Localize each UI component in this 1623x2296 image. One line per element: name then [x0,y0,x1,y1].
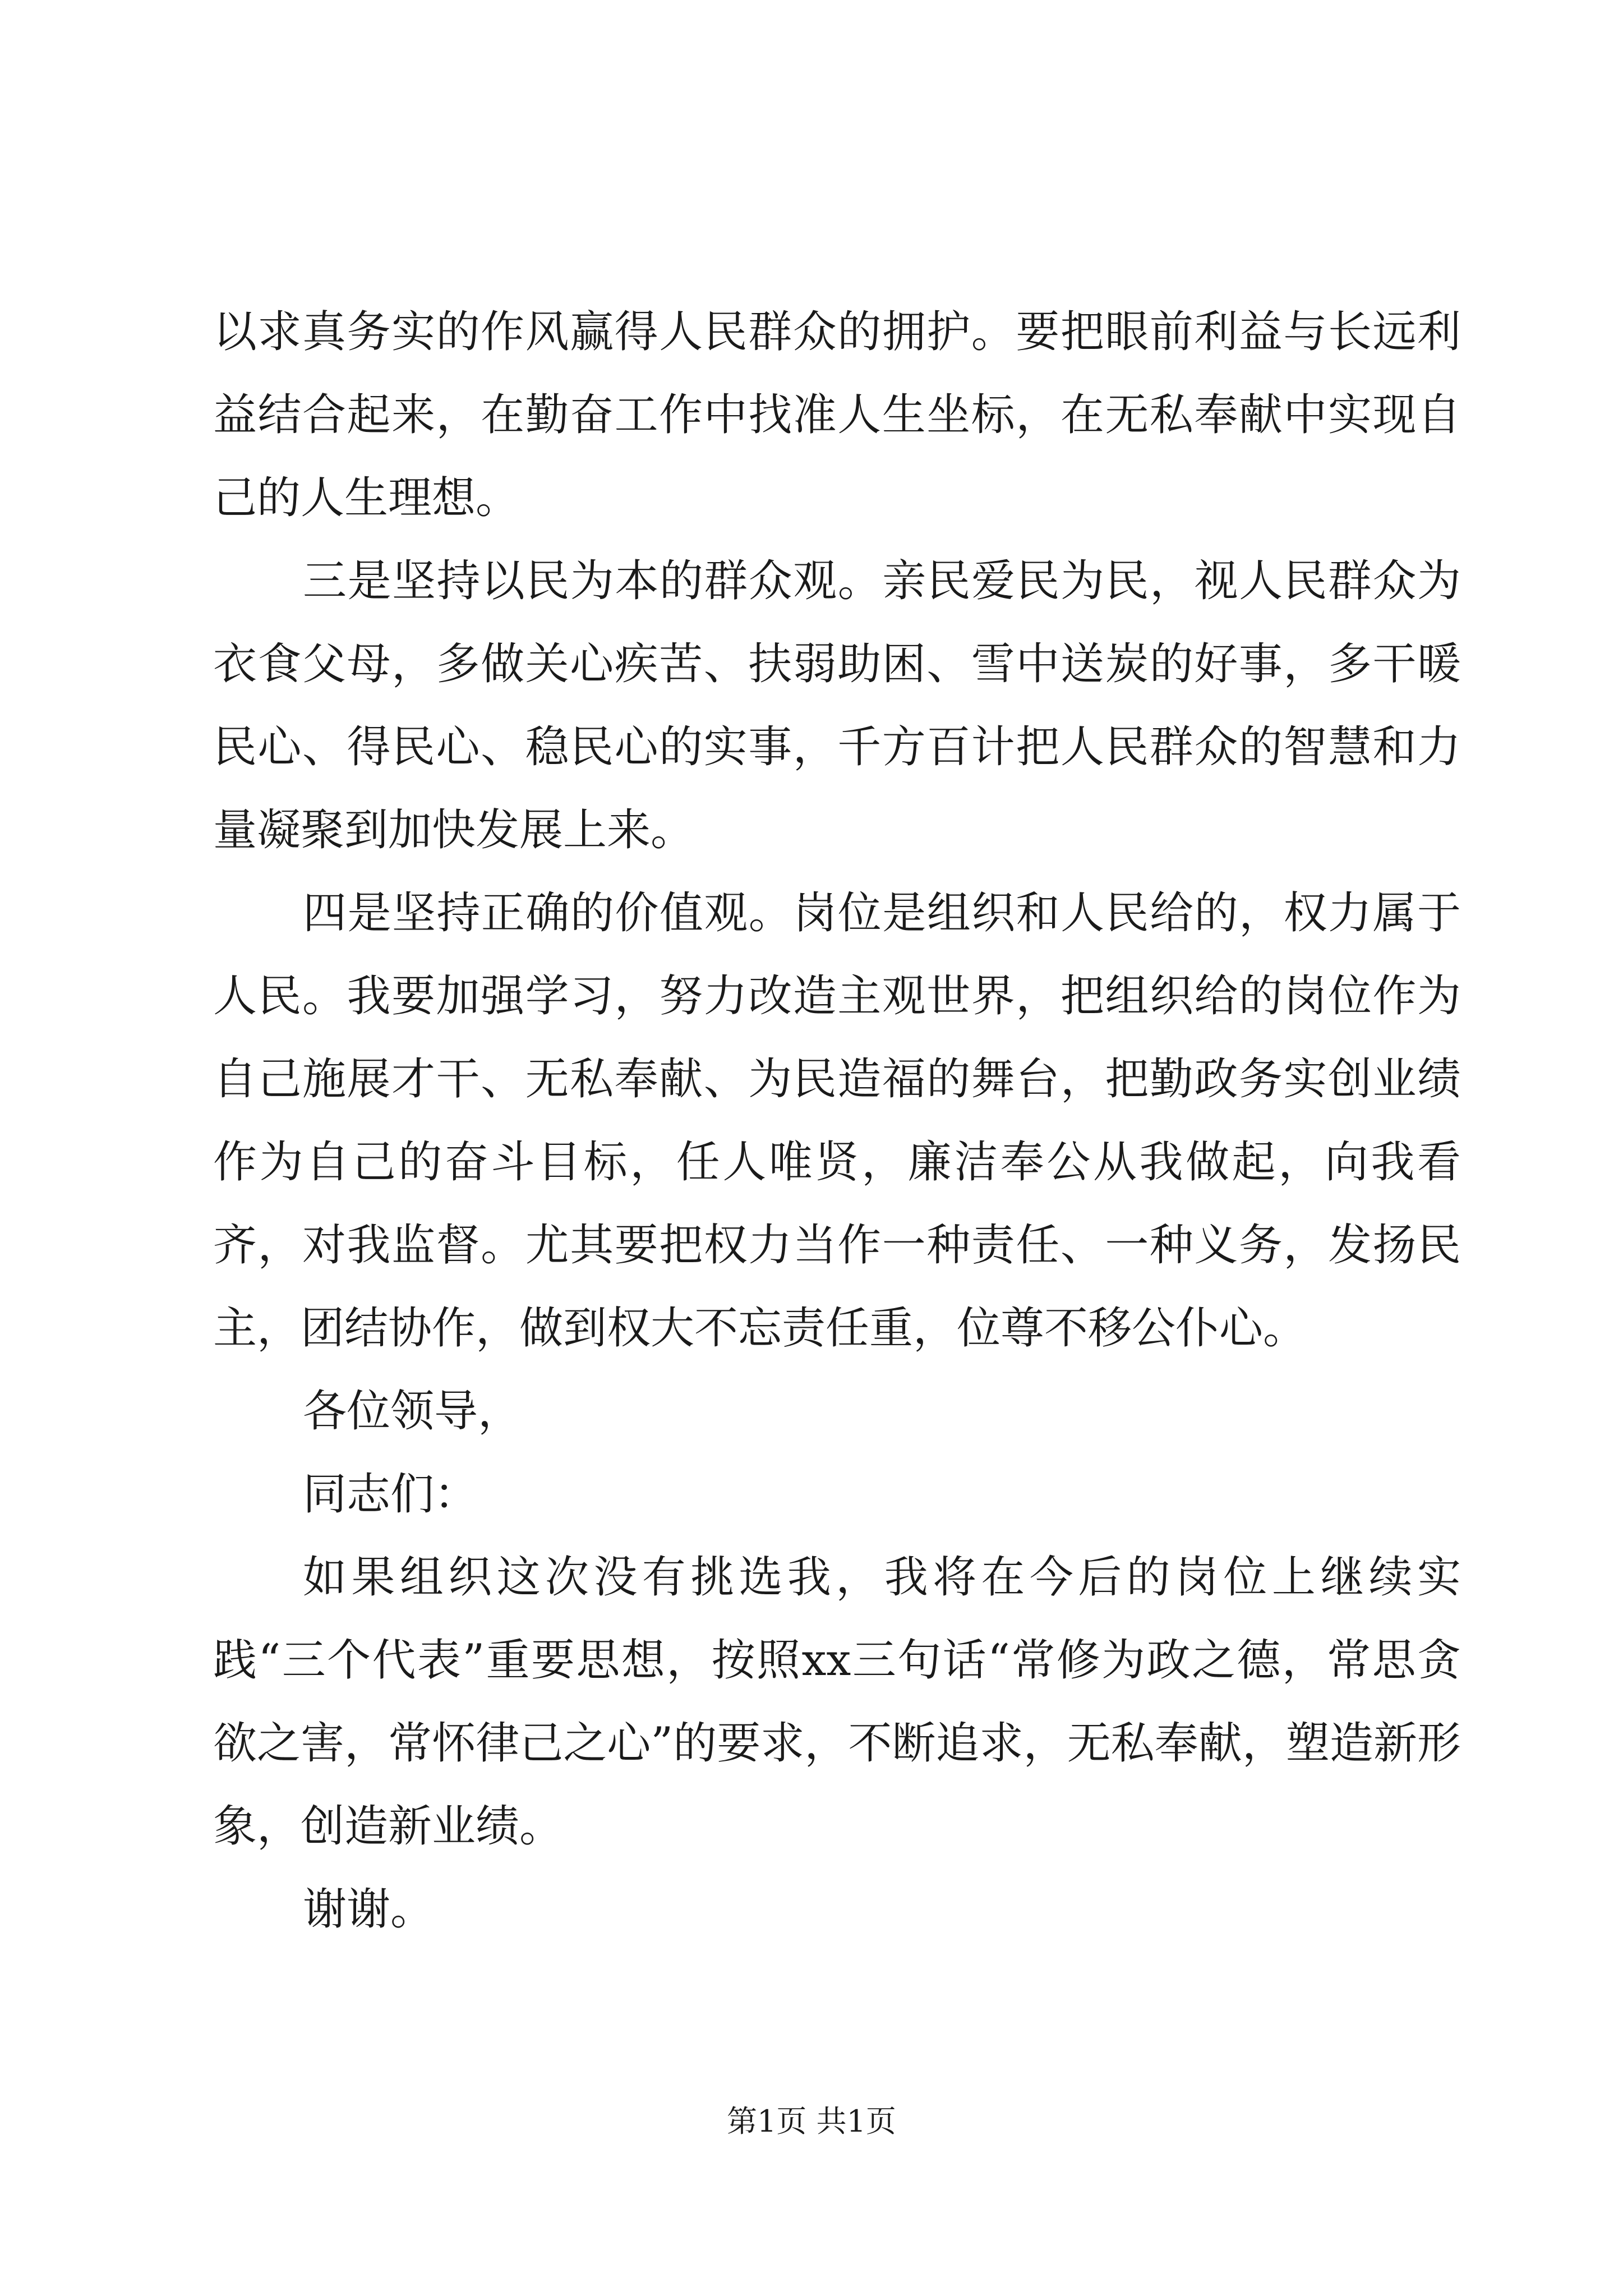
paragraph-value-viewpoint: 四是坚持正确的价值观。岗位是组织和人民给的，权力属于人民。我要加强学习，努力改造主观世界，把组织给的岗位作为自己施展才干、无私奉献、为民造福的舞台，把勤政务实创业绩作为自己的奋斗目标，任人唯贤，廉洁奉公从我做起，向我看齐，对我监督。尤其要把权力当作一种责任、一种义务，发扬民主，团结协作，做到权大不忘责任重，位尊不移公仆心。 [213,888,1461,1354]
paragraph-salutation-comrades: 同志们： [303,1469,478,1520]
paragraph-commitment: 如果组织这次没有挑选我，我将在今后的岗位上继续实践“三个代表”重要思想，按照xx三句话“常修为政之德，常思贪欲之害，常怀律己之心”的要求，不断追求，无私奉献，塑造新形象，创造新业绩。 [213,1552,1461,1852]
document-body [213,291,1461,1951]
paragraph-mass-viewpoint: 三是坚持以民为本的群众观。亲民爱民为民，视人民群众为衣食父母，多做关心疾苦、扶弱助困、雪中送炭的好事，多干暖民心、得民心、稳民心的实事，千方百计把人民群众的智慧和力量凝聚到加快发展上来。 [213,556,1461,855]
paragraph-salutation-leaders: 各位领导， [303,1386,522,1437]
page-footer: 第1页 共1页 [727,2104,896,2139]
paragraph-thanks: 谢谢。 [303,1884,435,1935]
paragraph-continuation: 以求真务实的作风赢得人民群众的拥护。要把眼前利益与长远利益结合起来，在勤奋工作中找准人生坐标，在无私奉献中实现自己的人生理想。 [213,307,1461,523]
